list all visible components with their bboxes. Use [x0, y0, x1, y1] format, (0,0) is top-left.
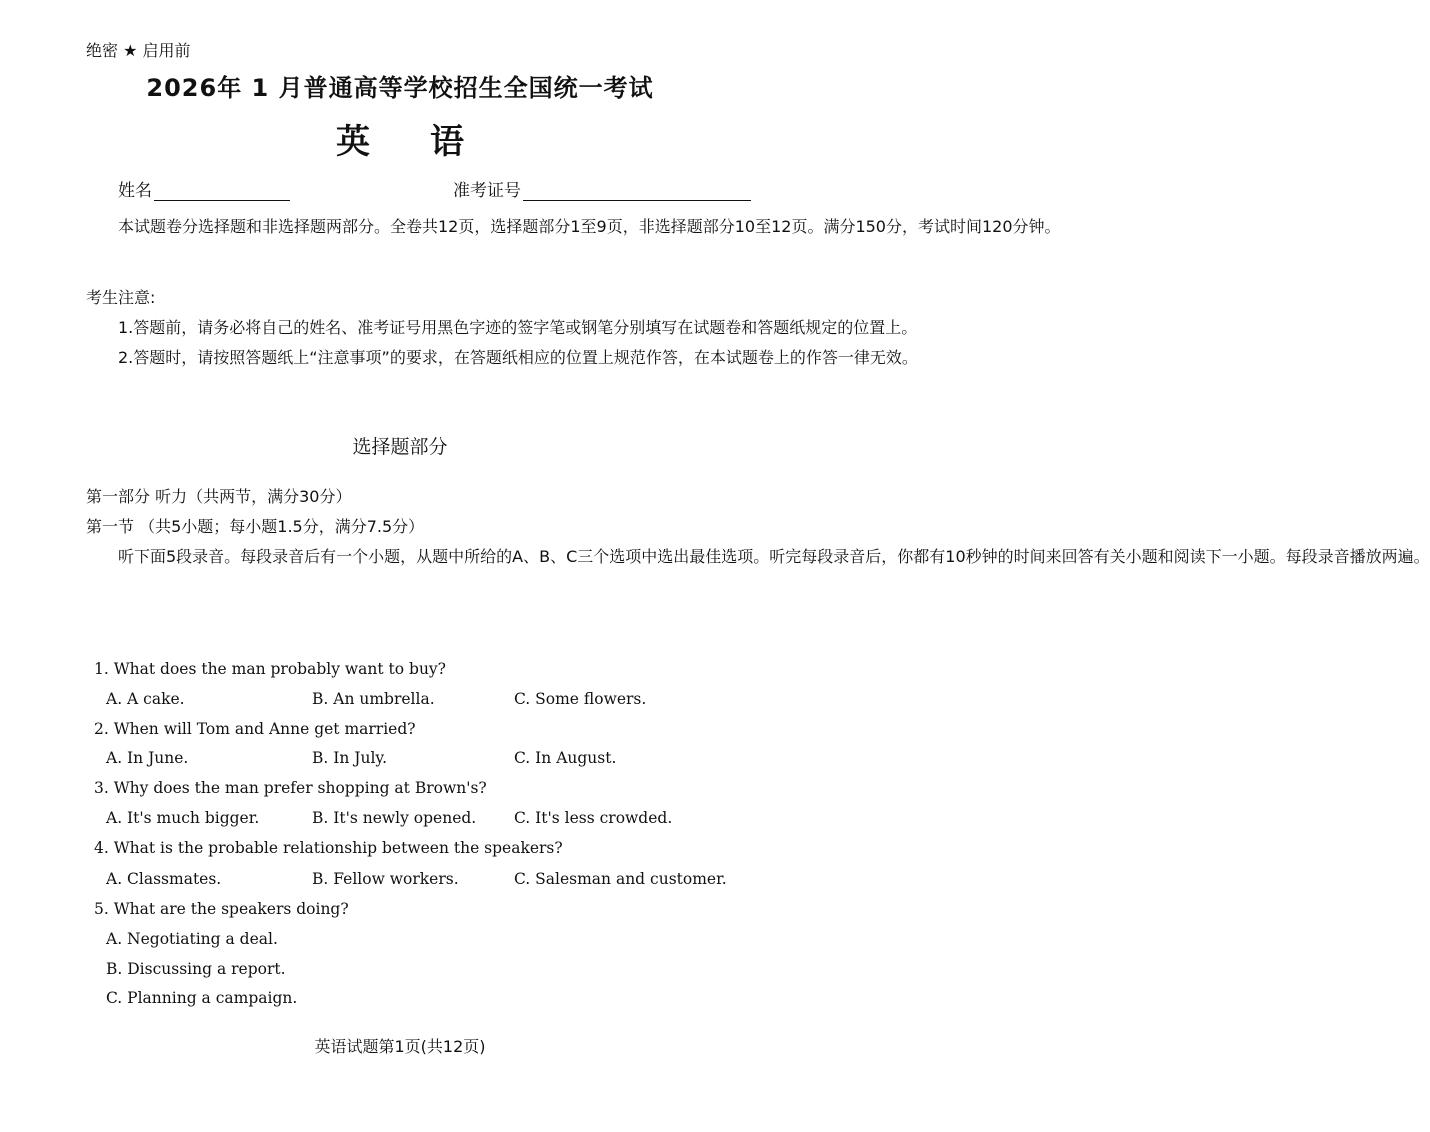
question-stem: 2. When will Tom and Anne get married?: [94, 720, 416, 738]
option-a: A. Classmates.: [106, 870, 222, 888]
option-b: B. It's newly opened.: [312, 809, 477, 827]
name-field: [118, 176, 290, 201]
page-footer: 英语试题第1页(共12页): [314, 1037, 486, 1056]
question-stem: 1. What does the man probably want to buy?: [94, 660, 446, 678]
notice-item-1: 1.答题前，请务必将自己的姓名、准考证号用黑色字迹的签字笔或钢笔分别填写在试题卷和答题纸规定的位置上。: [118, 318, 918, 337]
listening-instruction: 听下面5段录音。每段录音后有一个小题，从题中所给的A、B、C三个选项中选出最佳选项。听完每段录音后，你都有10秒钟的时间来回答有关小题和阅读下一小题。每段录音播放两遍。: [118, 547, 1430, 566]
option-b: B. In July.: [312, 749, 388, 767]
question-list: [94, 660, 734, 1020]
option-a: A. A cake.: [106, 690, 185, 708]
option-b: B. Fellow workers.: [312, 870, 459, 888]
question-stem: 5. What are the speakers doing?: [94, 900, 349, 918]
subsection-heading: 第一节 （共5小题；每小题1.5分，满分7.5分）: [86, 517, 425, 536]
option-c: C. Some flowers.: [514, 690, 647, 708]
id-blank: [523, 184, 751, 201]
option-b: B. Discussing a report.: [106, 960, 286, 978]
option-c: C. It's less crowded.: [514, 809, 673, 827]
exam-title: 2026年 1 月普通高等学校招生全国统一考试: [146, 74, 654, 102]
option-a: A. It's much bigger.: [106, 809, 260, 827]
intro-paragraph: 本试题卷分选择题和非选择题两部分。全卷共12页，选择题部分1至9页，非选择题部分10至12页。满分150分，考试时间120分钟。: [118, 217, 1061, 236]
id-label: 准考证号: [453, 181, 521, 201]
option-c: C. Planning a campaign.: [106, 989, 298, 1007]
notice-heading: 考生注意:: [86, 288, 156, 307]
option-c: C. Salesman and customer.: [514, 870, 727, 888]
option-a: A. Negotiating a deal.: [106, 930, 278, 948]
option-c: C. In August.: [514, 749, 617, 767]
intro-block: [86, 212, 1061, 242]
name-blank: [154, 184, 290, 201]
name-label: 姓名: [118, 181, 152, 201]
section-title: 选择题部分: [352, 436, 448, 458]
subject-title: 英语: [336, 122, 524, 162]
question-stem: 4. What is the probable relationship between the speakers?: [94, 839, 563, 857]
question-stem: 3. Why does the man prefer shopping at Brown's?: [94, 779, 487, 797]
notice-item-2: 2.答题时，请按照答题纸上“注意事项”的要求，在答题纸相应的位置上规范作答，在本试题卷上的作答一律无效。: [118, 348, 918, 367]
confidential-label: 绝密 ★ 启用前: [86, 41, 191, 60]
id-field: [453, 176, 751, 201]
notice-block: [86, 283, 918, 373]
option-a: A. In June.: [106, 749, 189, 767]
option-b: B. An umbrella.: [312, 690, 435, 708]
part-heading: 第一部分 听力（共两节，满分30分）: [86, 487, 352, 506]
listening-block: [86, 482, 1430, 572]
